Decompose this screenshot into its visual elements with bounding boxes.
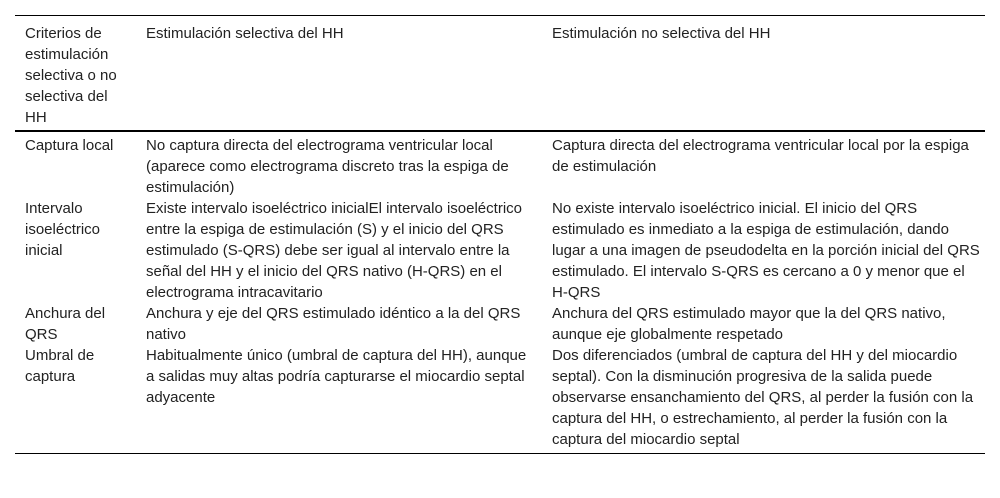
header-non-selective: Estimulación no selectiva del HH <box>552 25 771 42</box>
row-criterion: Intervalo isoeléctrico inicial <box>25 200 101 259</box>
row-selective-cell: Anchura y eje del QRS estimulado idéntico a la del QRS nativo <box>146 305 521 343</box>
table-row <box>15 303 985 345</box>
row-non-selective-cell: No existe intervalo isoeléctrico inicial. El inicio del QRS estimulado es inmediato a la espiga de estimulación, dando lugar a una imagen de pseudodelta en la porción inicial del QRS estimulado. El intervalo S-QRS es cercano a 0 y menor que el H-QRS <box>552 200 980 301</box>
criteria-table <box>15 15 985 454</box>
table-header <box>15 16 985 132</box>
header-criteria: Criterios de estimulación selectiva o no selectiva del HH <box>25 25 117 126</box>
row-selective-cell: Existe intervalo isoeléctrico inicialEl intervalo isoeléctrico entre la espiga de estimulación (S) y el inicio del QRS estimulado (S-QRS) debe ser igual al intervalo entre la señal del HH y el inicio del QRS nativo (H-QRS) en el electrograma intracavitario <box>146 200 522 301</box>
row-criterion: Umbral de captura <box>25 347 95 385</box>
row-criterion: Anchura del QRS <box>25 305 106 343</box>
table-row <box>15 198 985 303</box>
row-non-selective-cell: Anchura del QRS estimulado mayor que la del QRS nativo, aunque eje globalmente respetado <box>552 305 946 343</box>
row-non-selective-cell: Dos diferenciados (umbral de captura del HH y del miocardio septal). Con la disminución progresiva de la salida puede observarse ensanchamiento del QRS, al perder la fusión con la captura del HH, o estrechamiento, al perder la fusión con la captura del miocardio septal <box>552 347 974 448</box>
header-row <box>15 16 985 132</box>
row-criterion: Captura local <box>25 137 114 154</box>
row-selective-cell: Habitualmente único (umbral de captura del HH), aunque a salidas muy altas podría capturarse el miocardio septal adyacente <box>146 347 527 406</box>
row-selective-cell: No captura directa del electrograma ventricular local (aparece como electrograma discreto tras la espiga de estimulación) <box>146 137 509 196</box>
header-selective: Estimulación selectiva del HH <box>146 25 344 42</box>
table-row <box>15 345 985 454</box>
table-body <box>15 131 985 454</box>
row-non-selective-cell: Captura directa del electrograma ventricular local por la espiga de estimulación <box>552 137 969 175</box>
table-row <box>15 131 985 198</box>
